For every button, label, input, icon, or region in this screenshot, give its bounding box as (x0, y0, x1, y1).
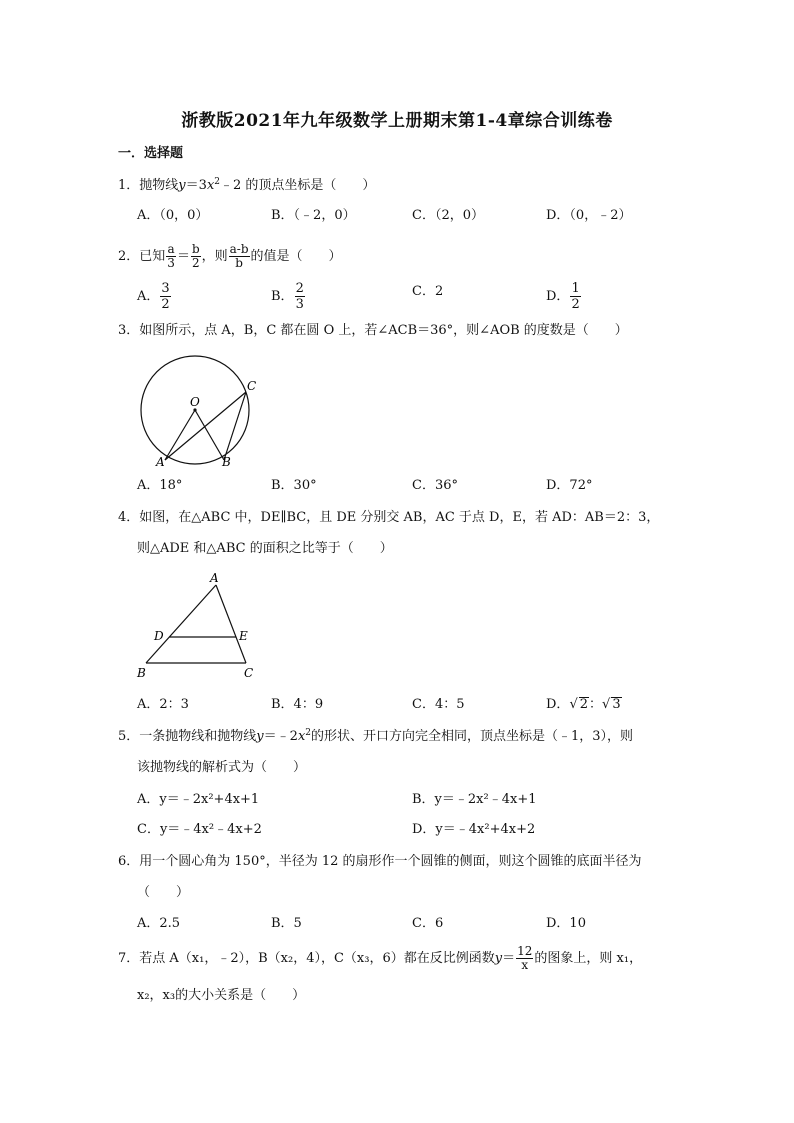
question-number: 5． (118, 729, 140, 744)
q3-option-d[interactable]: D．72° (546, 478, 593, 493)
q1-option-a[interactable]: A．（0，0） (137, 208, 209, 223)
q6-text-line1: 用一个圆心角为 150°，半径为 12 的扇形作一个圆锥的侧面，则这个圆锥的底面半径为 (139, 854, 642, 869)
q2-option-c[interactable]: C．2 (412, 284, 444, 299)
option-fraction (570, 281, 580, 312)
q5-text-a: 一条抛物线和抛物线 (139, 729, 257, 744)
q5-var-y: y (256, 729, 264, 744)
question-7-stem-line2: x₂，x₃的大小关系是（ ） (137, 988, 306, 1003)
q2-option-d[interactable] (546, 281, 582, 313)
label-o: O (190, 395, 200, 409)
q2-text-post: 的值是（ ） (250, 249, 342, 264)
q7-text-b: 的图象上，则 x₁， (534, 951, 643, 966)
q1-option-d[interactable]: D．（0，﹣2） (546, 208, 632, 223)
q4-option-c[interactable]: C．4：5 (412, 697, 465, 712)
denominator: x (521, 958, 529, 972)
option-label: D． (546, 697, 570, 712)
question-3-stem (118, 323, 628, 339)
page-title: 浙教版2021年九年级数学上册期末第1-4章综合训练卷 (181, 111, 613, 131)
numerator: 12 (517, 944, 533, 958)
question-5-stem-line1 (118, 729, 633, 745)
section-heading: 一．选择题 (118, 146, 184, 161)
radicand-1: 2 (579, 697, 589, 712)
label-c: C (244, 666, 254, 680)
q3-option-c[interactable]: C．36° (412, 478, 458, 493)
ratio-separator: ： (589, 697, 603, 712)
numerator: a (167, 242, 175, 256)
question-number: 3． (118, 323, 140, 338)
q2-option-a[interactable] (137, 281, 172, 313)
q4-text-line1: 如图，在△ABC 中，DE∥BC，且 DE 分别交 AB，AC 于点 D，E，若 AD：AB＝2：3， (139, 510, 660, 525)
numerator: 1 (571, 281, 580, 296)
denominator: 2 (191, 256, 200, 270)
q1-text-pre: 抛物线 (139, 178, 179, 193)
numerator: 3 (161, 281, 170, 296)
denominator: 2 (161, 297, 170, 312)
question-4-stem-line1 (118, 510, 659, 526)
q1-var-y: y (178, 178, 186, 193)
question-6-stem-line2: （ ） (137, 885, 190, 900)
q5-var-x: x (297, 729, 306, 744)
q4-option-b[interactable]: B．4：9 (271, 697, 324, 712)
q5-option-d[interactable]: D．y＝﹣4x²+4x+2 (412, 822, 536, 837)
q2-fraction-b-over-2 (191, 243, 201, 270)
segment-bc (224, 392, 246, 460)
denominator: 2 (571, 297, 580, 312)
question-5-stem-line2: 该抛物线的解析式为（ ） (137, 760, 307, 775)
q7-text-a: 若点 A（x₁，﹣2），B（x₂，4），C（x₃，6）都在反比例函数 (139, 951, 495, 966)
q5-option-c[interactable]: C．y＝﹣4x²﹣4x+2 (137, 822, 262, 837)
q7-var-y: y (494, 951, 503, 966)
q2-text-pre: 已知 (139, 249, 166, 264)
side-ab (146, 585, 216, 663)
label-d: D (154, 629, 164, 643)
denominator: 3 (295, 297, 304, 312)
q5-exponent: 2 (305, 728, 312, 738)
q2-option-b[interactable] (271, 281, 306, 313)
numerator: 2 (295, 281, 304, 296)
q2-eq: ＝ (176, 249, 190, 264)
question-number: 1． (118, 178, 140, 193)
q1-text-post: ﹣2 的顶点坐标是（ ） (220, 178, 376, 193)
numerator: a-b (229, 242, 249, 256)
question-7-stem-line1 (118, 944, 642, 974)
question-number: 4． (118, 510, 140, 525)
q6-option-b[interactable]: B．5 (271, 916, 302, 931)
option-label: B． (271, 289, 294, 304)
question-1-stem (118, 178, 375, 194)
segment-ob (195, 410, 224, 460)
triangle-diagram (132, 567, 262, 683)
q3-text: 如图所示，点 A，B，C 都在圆 O 上，若∠ACB＝36°，则∠AOB 的度数是（ ） (139, 323, 628, 338)
option-fraction (160, 281, 170, 312)
question-4-stem-line2: 则△ADE 和△ABC 的面积之比等于（ ） (137, 541, 393, 556)
q4-option-d[interactable]: D．√ 2：√ 3 (546, 697, 621, 712)
question-number: 2． (118, 249, 140, 264)
q5-option-a[interactable]: A．y＝﹣2x²+4x+1 (137, 792, 260, 807)
label-e: E (239, 629, 248, 643)
option-fraction (295, 281, 305, 312)
q1-option-b[interactable]: B．（﹣2，0） (271, 208, 356, 223)
side-ac (216, 585, 246, 663)
q7-eq: ＝ (502, 951, 516, 966)
q2-text-mid: ，则 (201, 249, 228, 264)
q6-option-d[interactable]: D．10 (546, 916, 586, 931)
label-c: C (247, 379, 257, 393)
question-6-stem-line1 (118, 854, 642, 870)
option-label: D． (546, 289, 570, 304)
label-b: B (137, 666, 146, 680)
q5-eq: ＝﹣2 (263, 729, 298, 744)
numerator: b (191, 242, 200, 256)
segment-ac (165, 392, 246, 460)
q2-fraction-a-over-3 (166, 243, 176, 270)
q7-fraction-12-over-x (516, 945, 533, 972)
q3-option-a[interactable]: A．18° (137, 478, 183, 493)
q1-var-x: x (206, 178, 215, 193)
denominator: b (235, 256, 243, 270)
q5-text-b: 的形状、开口方向完全相同，顶点坐标是（﹣1，3），则 (311, 729, 634, 744)
q1-option-c[interactable]: C．（2，0） (412, 208, 484, 223)
q1-exponent: 2 (214, 177, 221, 187)
circle-diagram (130, 352, 270, 472)
radicand-2: 3 (612, 697, 621, 712)
denominator: 3 (167, 256, 175, 270)
q2-fraction-amb-over-b (229, 243, 250, 270)
q5-option-b[interactable]: B．y＝﹣2x²﹣4x+1 (412, 792, 537, 807)
label-a: A (210, 571, 219, 585)
question-number: 6． (118, 854, 140, 869)
segment-oa (165, 410, 195, 460)
q6-option-c[interactable]: C．6 (412, 916, 444, 931)
label-b: B (222, 455, 231, 469)
option-label: A． (137, 289, 160, 304)
q4-option-a[interactable]: A．2：3 (137, 697, 189, 712)
label-a: A (156, 455, 165, 469)
q3-option-b[interactable]: B．30° (271, 478, 317, 493)
q6-option-a[interactable]: A．2.5 (137, 916, 181, 931)
question-2-stem (118, 242, 342, 272)
question-number: 7． (118, 951, 140, 966)
q1-eq: ＝3 (185, 178, 207, 193)
